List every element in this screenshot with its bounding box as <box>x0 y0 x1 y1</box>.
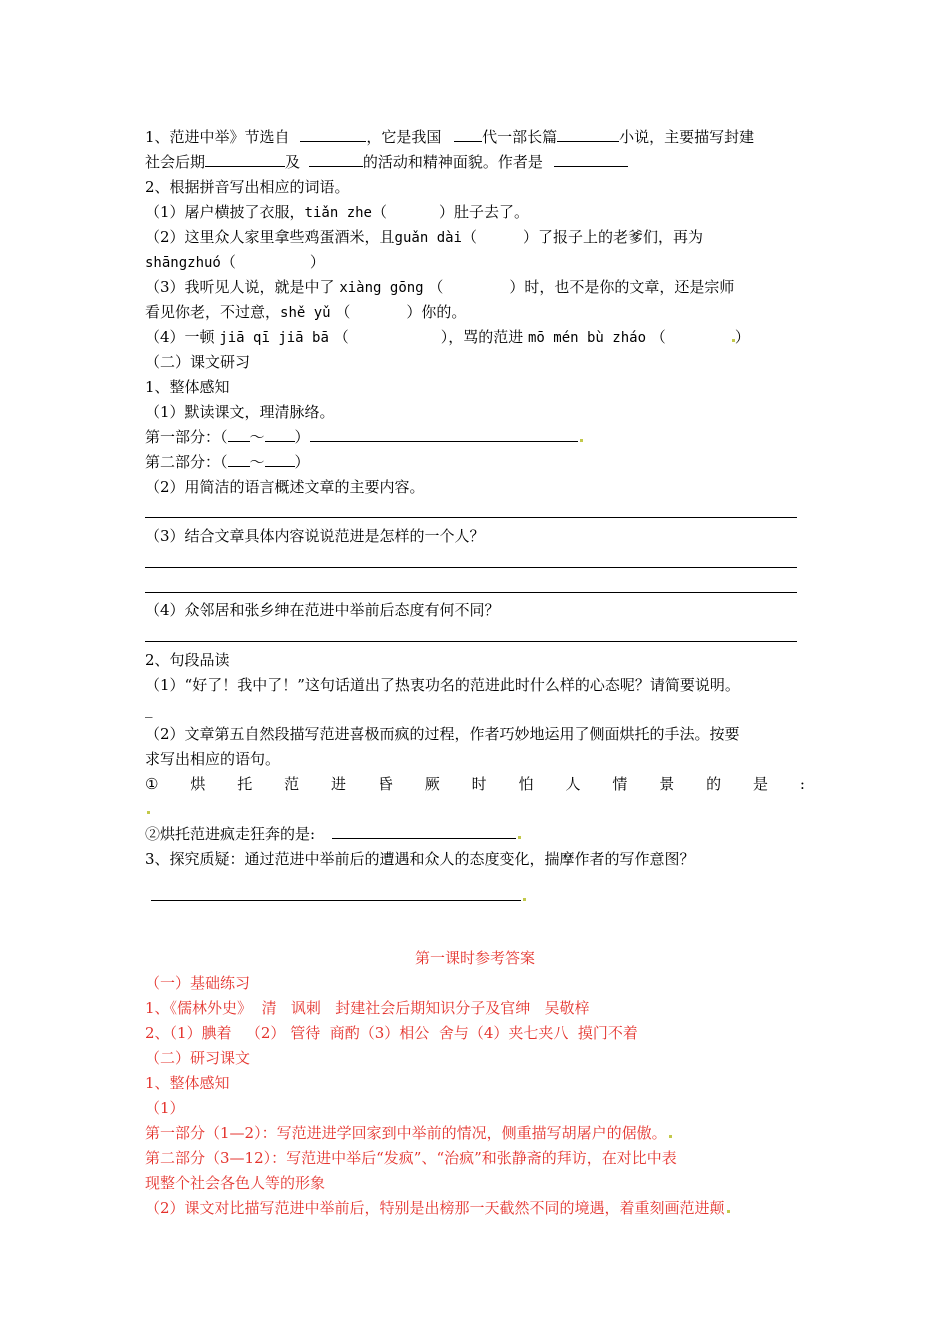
text: 小说，主要描写封建 <box>619 128 755 146</box>
char: 的 <box>706 775 722 793</box>
text: ～ <box>249 428 265 446</box>
blank <box>554 151 628 167</box>
blank <box>265 451 295 467</box>
overall-q1: （1）默读课文，理清脉络。 <box>145 403 335 421</box>
pinyin: shāngzhuó <box>145 255 221 271</box>
text: （4）一顿 <box>145 328 215 346</box>
q2-item4 <box>145 325 750 349</box>
text: 1、范进中举》节选自 <box>145 128 290 146</box>
char: 时 <box>471 775 487 793</box>
blank <box>557 126 619 142</box>
text: 的活动和精神面貌。作者是 <box>362 153 543 171</box>
blank <box>228 426 250 442</box>
q2-item2b <box>145 250 325 274</box>
blank <box>300 126 366 142</box>
text: ） <box>309 253 325 271</box>
text: ），骂的范进 <box>440 328 524 346</box>
reading-q2a: （2）文章第五自然段描写范进喜极而疯的过程，作者巧妙地运用了侧面烘托的手法。按要 <box>145 725 740 743</box>
text: 第一部分（1—2）：写范进进学回家到中举前的情况，侧重描写胡屠户的倨傲。 <box>145 1124 667 1142</box>
marker-dot <box>147 811 150 814</box>
section2-title: （二）课文研习 <box>145 353 251 371</box>
text: （ <box>371 203 387 221</box>
text: ）肚子去了。 <box>439 203 530 221</box>
blank <box>332 823 516 839</box>
marker-dot <box>727 1210 730 1213</box>
text: ）你的。 <box>406 303 467 321</box>
marker-dot <box>580 439 583 442</box>
answers-overall: 1、整体感知 <box>145 1074 230 1092</box>
text: （ <box>461 228 477 246</box>
char: 景 <box>659 775 675 793</box>
marker-dot <box>518 836 521 839</box>
part2-line <box>145 450 310 474</box>
blank <box>265 426 295 442</box>
reading-title: 2、句段品读 <box>145 651 230 669</box>
marker-dot <box>669 1135 672 1138</box>
q2-item2 <box>145 225 703 249</box>
overall-title: 1、整体感知 <box>145 378 230 396</box>
text: （3）我听见人说，就是中了 <box>145 278 335 296</box>
text: （ <box>333 328 349 346</box>
char: 昏 <box>377 775 393 793</box>
pinyin: shě yǔ <box>280 305 331 321</box>
text: （ <box>428 278 444 296</box>
text: ～ <box>249 453 265 471</box>
char: 进 <box>331 775 347 793</box>
char: 是 <box>753 775 769 793</box>
answers-o1: （1） <box>145 1099 185 1117</box>
text: 看见你老，不过意， <box>145 303 281 321</box>
blank <box>205 151 285 167</box>
char: 托 <box>237 775 253 793</box>
q1-line2 <box>145 150 628 174</box>
text: ） <box>734 328 750 346</box>
answers-a2: 2、（1）腆着 （2） 管待 商酌（3）相公 舍与（4）夹七夹八 摸门不着 <box>145 1024 638 1042</box>
pinyin: tiǎn zhe <box>304 205 372 221</box>
q2-item3 <box>145 275 734 299</box>
reading-q2-item1 <box>145 772 805 796</box>
char: 烘 <box>190 775 206 793</box>
overall-q3: （3）结合文章具体内容说说范进是怎样的一个人？ <box>145 527 485 545</box>
text: （2）这里众人家里拿些鸡蛋酒米，且 <box>145 228 395 246</box>
pinyin: jiā qī jiā bā <box>219 330 329 346</box>
answers-part2b: 现整个社会各色人等的形象 <box>145 1174 326 1192</box>
text: ②烘托范进疯走狂奔的是: <box>145 825 316 843</box>
answers-title: 第一课时参考答案 <box>414 949 535 967</box>
char: 人 <box>565 775 581 793</box>
text: （ <box>220 253 236 271</box>
marker-row <box>145 797 150 821</box>
text: 社会后期 <box>145 153 206 171</box>
answer-line <box>145 517 797 518</box>
overall-q2: （2）用简洁的语言概述文章的主要内容。 <box>145 478 425 496</box>
q2-item3b <box>145 300 466 324</box>
reading-q2-item2 <box>145 822 521 846</box>
text: ）时，也不是你的文章，还是宗师 <box>509 278 735 296</box>
answer-line <box>145 592 797 593</box>
blank <box>310 426 578 442</box>
answer-line <box>145 567 797 568</box>
char: 情 <box>612 775 628 793</box>
answers-o2 <box>145 1196 730 1220</box>
answers-part2a: 第二部分（3—12）：写范进中举后“发疯”、“治疯”和张静斋的拜访，在对比中表 <box>145 1149 677 1167</box>
pinyin: guǎn dài <box>394 230 462 246</box>
answers-s2: （二）研习课文 <box>145 1049 251 1067</box>
q2-item1 <box>145 200 529 224</box>
text: （ <box>650 328 666 346</box>
text: ） <box>294 453 310 471</box>
q2-title: 2、根据拼音写出相应的词语。 <box>145 178 350 196</box>
blank <box>454 126 482 142</box>
text: 及 <box>285 153 301 171</box>
text: ） <box>294 428 310 446</box>
q3: 3、探究质疑：通过范进中举前后的遭遇和众人的态度变化，揣摩作者的写作意图？ <box>145 850 695 868</box>
pinyin: xiàng gōng <box>339 280 424 296</box>
reading-q2b: 求写出相应的语句。 <box>145 750 281 768</box>
char: 厥 <box>424 775 440 793</box>
char: : <box>799 775 805 793</box>
pinyin: mō mén bù zháo <box>528 330 647 346</box>
overall-q4: （4）众邻居和张乡绅在范进中举前后态度有何不同？ <box>145 601 500 619</box>
text: （1）屠户横披了衣服， <box>145 203 305 221</box>
text: ）了报子上的老爹们，再为 <box>523 228 704 246</box>
text: 第一部分：（ <box>145 428 228 446</box>
q3-answer-line <box>145 884 526 908</box>
answers-a1: 1、《儒林外史》 清 讽刺 封建社会后期知识分子及官绅 吴敬梓 <box>145 999 590 1017</box>
reading-q1: （1）“好了！我中了！”这句话道出了热衷功名的范进此时什么样的心态呢？请简要说明。 <box>145 676 740 694</box>
char: 范 <box>284 775 300 793</box>
char: ① <box>145 775 159 793</box>
text: ，它是我国 <box>366 128 442 146</box>
q1-line1 <box>145 125 754 149</box>
text: 代一部长篇 <box>482 128 558 146</box>
text: 第二部分：（ <box>145 453 228 471</box>
blank <box>309 151 363 167</box>
answers-part1 <box>145 1121 672 1145</box>
part1-line <box>145 425 583 449</box>
answers-s1: （一）基础练习 <box>145 974 251 992</box>
char: 怕 <box>518 775 534 793</box>
text: （2）课文对比描写范进中举前后，特别是出榜那一天截然不同的境遇，着重刻画范进颠 <box>145 1199 725 1217</box>
blank <box>228 451 250 467</box>
marker-dot <box>523 898 526 901</box>
blank <box>151 885 521 901</box>
text: （ <box>335 303 351 321</box>
answer-line <box>145 641 797 642</box>
reading-q1-blank: _ <box>145 700 153 718</box>
